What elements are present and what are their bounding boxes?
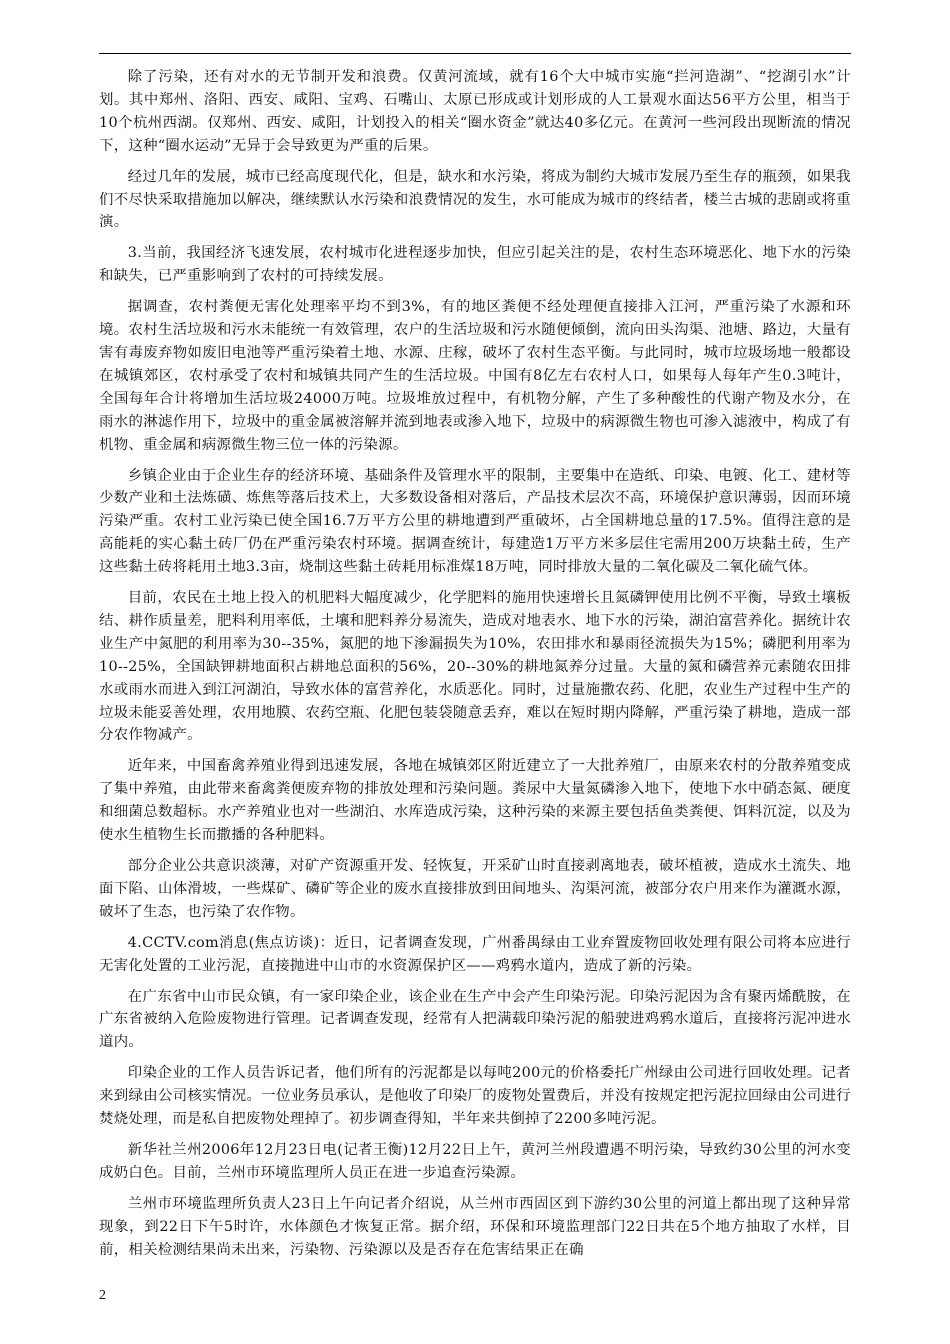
paragraph: 部分企业公共意识淡薄，对矿产资源重开发、轻恢复，开采矿山时直接剥离地表，破坏植被，造成水土流失、地面下陷、山体滑坡，一些煤矿、磷矿等企业的废水直接排放到田间地头、沟渠河流，被部分农户用来作为灌溉水源，破坏了生态，也污染了农作物。 — [99, 858, 851, 920]
body-text — [99, 66, 851, 1270]
paragraph: 新华社兰州2006年12月23日电(记者王衡)12月22日上午，黄河兰州段遭遇不明污染，导致约30公里的河水变成奶白色。目前，兰州市环境监理所人员正在进一步追查污染源。 — [99, 1141, 851, 1181]
paragraph: 乡镇企业由于企业生存的经济环境、基础条件及管理水平的限制，主要集中在造纸、印染、电镀、化工、建材等少数产业和土法炼磺、炼焦等落后技术上，大多数设备相对落后，产品技术层次不高，环境保护意识薄弱，因而环境污染严重。农村工业污染已使全国16.7万平方公里的耕地遭到严重破坏，占全国耕地总量的17.5%。值得注意的是高能耗的实心黏土砖厂仍在严重污染农村环境。据调查统计，每建造1万平方米多层住宅需用200万块黏土砖，生产这些黏土砖将耗用土地3.3亩，烧制这些黏土砖耗用标准煤18万吨，同时排放大量的二氧化碳及二氧化硫气体。 — [99, 467, 851, 576]
paragraph: 兰州市环境监理所负责人23日上午向记者介绍说，从兰州市西固区到下游约30公里的河道上都出现了这种异常现象，到22日下午5时许，水体颜色才恢复正常。据介绍，环保和环境监理部门22日共在5个地方抽取了水样，目前，相关检测结果尚未出来，污染物、污染源以及是否存在危害结果正在确 — [99, 1195, 851, 1258]
paragraph: 在广东省中山市民众镇，有一家印染企业，该企业在生产中会产生印染污泥。印染污泥因为含有聚丙烯酰胺，在广东省被纳入危险废物进行管理。记者调查发现，经常有人把满载印染污泥的船驶进鸡鸦水道后，直接将污泥冲进水道内。 — [99, 988, 851, 1051]
paragraph: 除了污染，还有对水的无节制开发和浪费。仅黄河流域，就有16个大中城市实施“拦河造湖”、“挖湖引水”计划。其中郑州、洛阳、西安、咸阳、宝鸡、石嘴山、太原已形成或计划形成的人工景观水面达56平方公里，相当于10个杭州西湖。仅郑州、西安、咸阳，计划投入的相关“圈水资金”就达40多亿元。在黄河一些河段出现断流的情况下，这种“圈水运动”无异于会导致更为严重的后果。 — [99, 69, 851, 154]
paragraph: 3.当前，我国经济飞速发展，农村城市化进程逐步加快，但应引起关注的是，农村生态环境恶化、地下水的污染和缺失，已严重影响到了农村的可持续发展。 — [99, 245, 851, 285]
paragraph: 印染企业的工作人员告诉记者，他们所有的污泥都是以每吨200元的价格委托广州绿由公司进行回收处理。记者来到绿由公司核实情况。一位业务员承认，是他收了印染厂的废物处置费后，并没有按规定把污泥拉回绿由公司进行焚烧处理，而是私自把废物处理掉了。初步调查得知，半年来共倒掉了2200多吨污泥。 — [99, 1065, 851, 1128]
page-number: 2 — [99, 1288, 106, 1303]
paragraph: 经过几年的发展，城市已经高度现代化，但是，缺水和水污染，将成为制约大城市发展乃至生存的瓶颈，如果我们不尽快采取措施加以解决，继续默认水污染和浪费情况的发生，水可能成为城市的终结者，楼兰古城的悲剧或将重演。 — [99, 168, 851, 231]
paragraph: 近年来，中国畜禽养殖业得到迅速发展，各地在城镇郊区附近建立了一大批养殖厂，由原来农村的分散养殖变成了集中养殖，由此带来畜禽粪便废弃物的排放处理和污染问题。粪尿中大量氮磷渗入地下，使地下水中硝态氮、硬度和细菌总数超标。水产养殖业也对一些湖泊、水库造成污染，这种污染的来源主要包括鱼类粪便、饵料沉淀，以及为使水生植物生长而撒播的各种肥料。 — [99, 758, 851, 844]
paragraph: 目前，农民在土地上投入的机肥料大幅度减少，化学肥料的施用快速增长且氮磷钾使用比例不平衡，导致土壤板结、耕作质量差，肥料利用率低，土壤和肥料养分易流失，造成对地表水、地下水的污染，湖泊富营养化。据统计农业生产中氮肥的利用率为30--35%，氮肥的地下渗漏损失为10%，农田排水和暴雨径流损失为15%；磷肥利用率为10--25%，全国缺钾耕地面积占耕地总面积的56%，20--30%的耕地氮养分过量。大量的氮和磷营养元素随农田排水或雨水而进入到江河湖泊，导致水体的富营养化，水质恶化。同时，过量施撒农药、化肥，农业生产过程中生产的垃圾未能妥善处理，农用地膜、农药空瓶、化肥包装袋随意丢弃，难以在短时期内降解，严重污染了耕地，造成一部分农作物减产。 — [99, 590, 851, 744]
paragraph: 4.CCTV.com消息(焦点访谈)：近日，记者调查发现，广州番禺绿由工业弃置废物回收处理有限公司将本应进行无害化处置的工业污泥，直接抛进中山市的水资源保护区——鸡鸦水道内，造成了新的污染。 — [99, 934, 851, 974]
paragraph: 据调查，农村粪便无害化处理率平均不到3%，有的地区粪便不经处理便直接排入江河，严重污染了水源和环境。农村生活垃圾和污水未能统一有效管理，农户的生活垃圾和污水随便倾倒，流向田头沟渠、池塘、路边，大量有害有毒废弃物如废旧电池等严重污染着土地、水源、庄稼，破坏了农村生态平衡。与此同时，城市垃圾场地一般都设在城镇郊区，农村承受了农村和城镇共同产生的生活垃圾。中国有8亿左右农村人口，如果每人每年产生0.3吨计，全国每年合计将增加生活垃圾24000万吨。垃圾堆放过程中，有机物分解，产生了多种酸性的代谢产物及水分，在雨水的淋滤作用下，垃圾中的重金属被溶解并流到地表或渗入地下，垃圾中的病源微生物也可渗入滤液中，构成了有机物、重金属和病源微生物三位一体的污染源。 — [99, 299, 851, 453]
header-rule — [99, 53, 851, 54]
